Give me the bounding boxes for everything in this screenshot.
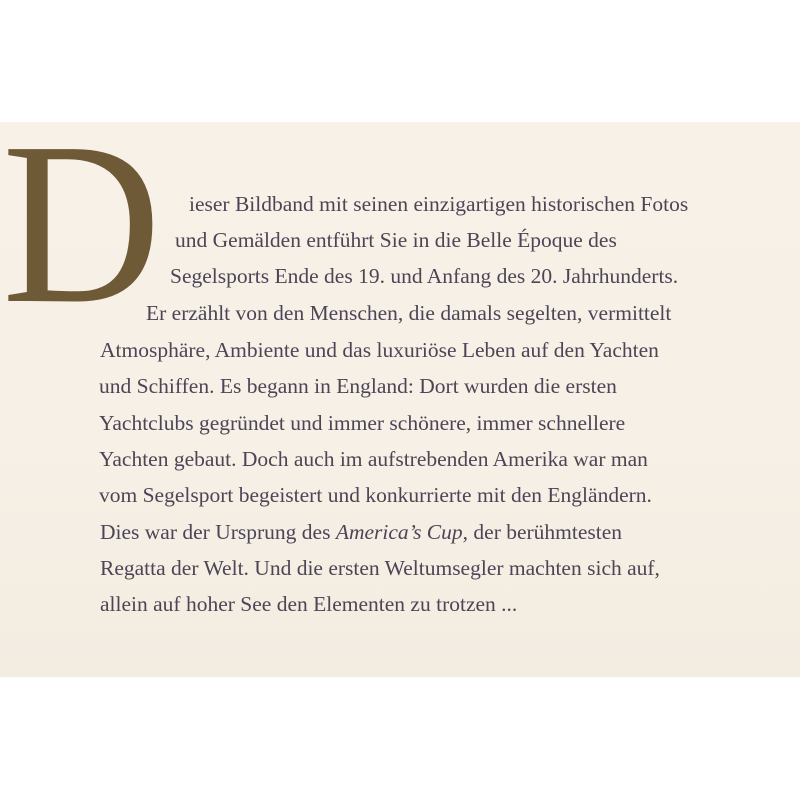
text-line-5: Atmosphäre, Ambiente und das luxuriöse Leben auf den Yachten [100,338,659,362]
text-line-10-start: Dies war der Ursprung des [100,520,336,544]
americas-cup-italic: America’s Cup [335,520,463,544]
text-line-10 [100,522,622,544]
text-line-4: Er erzählt von den Menschen, die damals segelten, vermittelt [146,301,672,325]
text-line-1: ieser Bildband mit seinen einzigartigen historischen Fotos [189,192,689,216]
text-line-7: Yachtclubs gegründet und immer schönere, immer schnellere [99,411,626,435]
text-line-10-end: , der berühmtesten [462,520,623,544]
text-line-12: allein auf hoher See den Elementen zu trotzen ... [100,592,518,616]
text-line-3: Segelsports Ende des 19. und Anfang des 20. Jahrhunderts. [170,264,679,288]
text-line-11: Regatta der Welt. Und die ersten Weltumsegler machten sich auf, [100,556,660,580]
text-line-2: und Gemälden entführt Sie in die Belle Époque des [175,228,617,252]
drop-cap-letter: D [2,95,162,352]
text-line-6: und Schiffen. Es begann in England: Dort wurden die ersten [99,374,617,398]
text-line-9: vom Segelsport begeistert und konkurrierte mit den Engländern. [99,483,652,507]
text-line-8: Yachten gebaut. Doch auch im aufstrebenden Amerika war man [99,447,648,471]
